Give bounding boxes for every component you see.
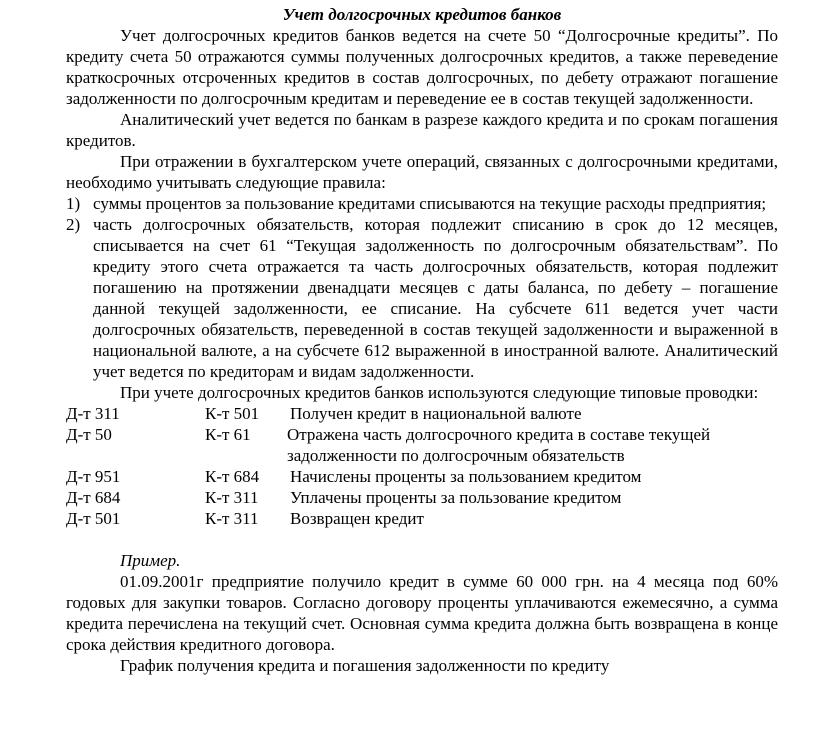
- entry-credit: К-т 311: [205, 488, 259, 507]
- entry-debit: Д-т 50: [66, 425, 112, 444]
- entry-description: Отражена часть долгосрочного кредита в составе текущей задолженности по долгосрочным обязательств: [287, 425, 711, 465]
- list-item: [66, 214, 778, 382]
- schedule-heading: График получения кредита и погашения задолженности по кредиту: [120, 656, 610, 675]
- entry-row: [66, 403, 778, 424]
- entry-row: [66, 424, 778, 466]
- entry-row: [66, 508, 778, 529]
- paragraph-rules-intro: При отражении в бухгалтерском учете операций, связанных с долгосрочными кредитами, необходимо учитывать следующие правила:: [66, 152, 778, 192]
- list-item: [66, 193, 778, 214]
- paragraph-entries-intro: При учете долгосрочных кредитов банков используются следующие типовые проводки:: [120, 383, 759, 402]
- entry-description: Возвращен кредит: [290, 509, 424, 528]
- entry-description: Уплачены проценты за пользование кредитом: [290, 488, 622, 507]
- example-label: Пример.: [120, 551, 181, 570]
- entry-credit: К-т 684: [205, 467, 260, 486]
- blank-line: [66, 529, 778, 550]
- entry-row: [66, 487, 778, 508]
- paragraph-analytic: Аналитический учет ведется по банкам в разрезе каждого кредита и по срокам погашения кредитов.: [66, 110, 778, 150]
- accounting-entries: [66, 403, 778, 529]
- list-item-text: часть долгосрочных обязательств, которая подлежит списанию в срок до 12 месяцев, списывается на счет 61 “Текущая задолженность по долгосрочным обязательствам”. По кредиту этого счета отражается та часть долгосрочных обязательств, которая подлежит погашению на протяжении двенадцати месяцев с даты баланса, по дебету – погашение данной текущей задолженности, ее списание. На субсчете 611 ведется учет части долгосрочных обязательств, переведенной в состав текущей задолженности и выраженной в национальной валюте, а на субсчете 612 выраженной в иностранной валюте. Аналитический учет ведется по кредиторам и видам задолженности.: [93, 215, 778, 381]
- list-item-number: 1): [66, 194, 81, 213]
- entry-debit: Д-т 684: [66, 488, 121, 507]
- paragraph-example: 01.09.2001г предприятие получило кредит в сумме 60 000 грн. на 4 месяца под 60% годовых для закупки товаров. Согласно договору проценты уплачиваются ежемесячно, а сумма кредита перечислена на текущий счет. Основная сумма кредита должна быть возвращена в конце срока действия кредитного договора.: [66, 572, 778, 654]
- entry-row: [66, 466, 778, 487]
- entry-description: Начислены проценты за пользованием кредитом: [290, 467, 642, 486]
- entry-description: Получен кредит в национальной валюте: [290, 404, 582, 423]
- entry-debit: Д-т 311: [66, 404, 120, 423]
- entry-debit: Д-т 501: [66, 509, 121, 528]
- entry-credit: К-т 501: [205, 404, 260, 423]
- document-page: [66, 0, 778, 676]
- page-title: Учет долгосрочных кредитов банков: [282, 5, 562, 24]
- list-item-text: суммы процентов за пользование кредитами списываются на текущие расходы предприятия;: [93, 194, 767, 213]
- entry-debit: Д-т 951: [66, 467, 121, 486]
- list-item-number: 2): [66, 215, 81, 234]
- entry-credit: К-т 61: [205, 425, 251, 444]
- rules-list: [66, 193, 778, 382]
- paragraph-account-50: Учет долгосрочных кредитов банков ведется на счете 50 “Долгосрочные кредиты”. По кредиту счета 50 отражаются суммы полученных долгосрочных кредитов, а также переведение краткосрочных отсроченных кредитов в состав долгосрочных, по дебету отражают погашение задолженности по долгосрочным кредитам и переведение ее в состав текущей задолженности.: [66, 26, 778, 108]
- entry-credit: К-т 311: [205, 509, 259, 528]
